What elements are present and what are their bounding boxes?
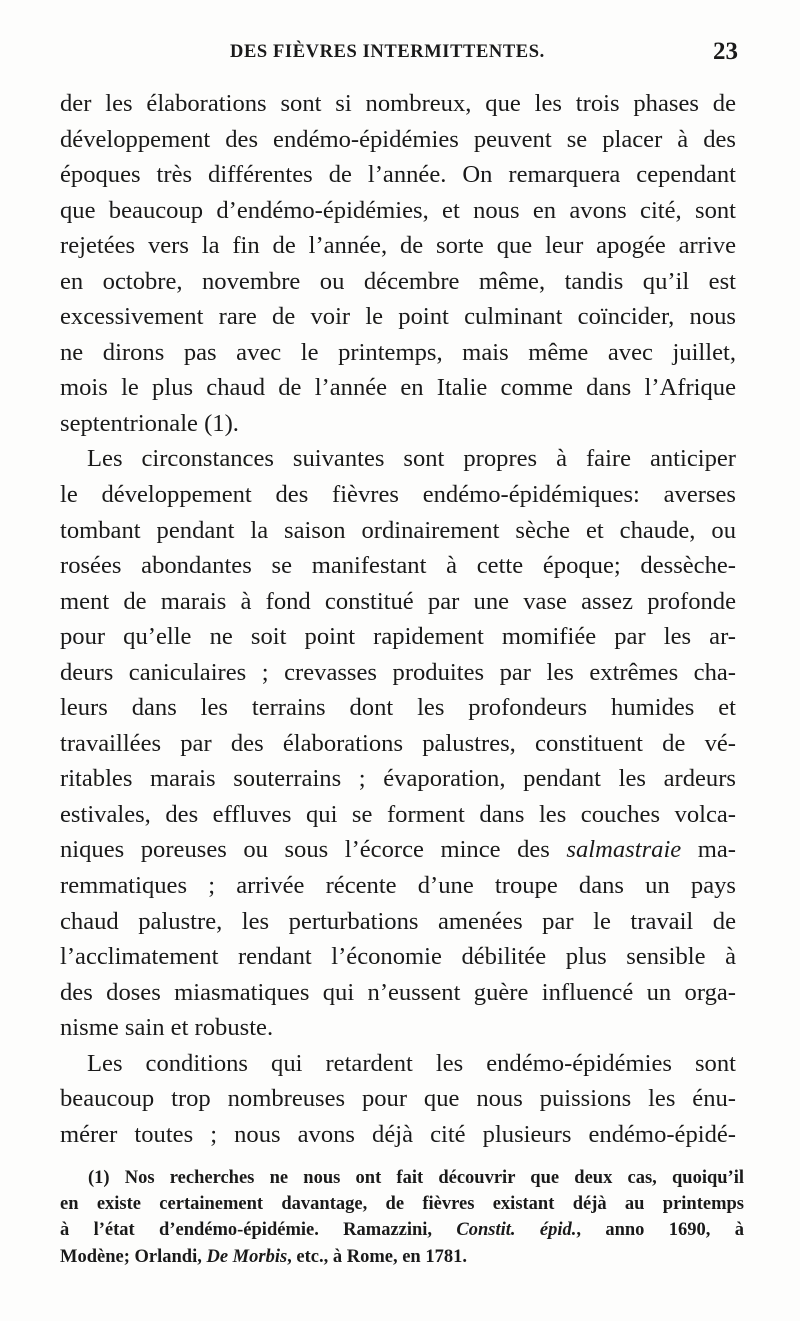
text-line: en octobre, novembre ou décembre même, tandis qu’il est xyxy=(60,267,736,295)
footnote-run: Modène; Orlandi, xyxy=(60,1246,202,1267)
footnote xyxy=(60,1165,744,1270)
text-line: estivales, des effluves qui se forment dans les couches volca- xyxy=(60,800,736,828)
text-line: tombant pendant la saison ordinairement sèche et chaude, ou xyxy=(60,516,736,544)
text-line: der les élaborations sont si nombreux, que les trois phases de xyxy=(60,90,736,117)
footnote-italic: De Morbis xyxy=(206,1246,288,1267)
text-line: ment de marais à fond constitué par une vase assez profonde xyxy=(60,587,736,615)
text-line: pour qu’elle ne soit point rapidement momifiée par les ar- xyxy=(60,623,736,651)
body-text xyxy=(60,86,736,1152)
text-line: rejetées vers la fin de l’année, de sorte que leur apogée arrive xyxy=(60,232,736,260)
text-line: deurs caniculaires ; crevasses produites par les extrêmes cha- xyxy=(60,658,736,686)
footnote-line xyxy=(60,1244,744,1270)
text-line: rosées abondantes se manifestant à cette époque; dessèche- xyxy=(60,552,736,580)
page-header xyxy=(60,38,738,68)
paragraph-start: Les conditions qui retardent les endémo-épidémies sont xyxy=(87,1049,736,1077)
text-line: époques très différentes de l’année. On remarquera cependant xyxy=(60,161,736,189)
text-line: le développement des fièvres endémo-épidémiques: averses xyxy=(60,481,736,509)
footnote-run: à l’état d’endémo-épidémie. Ramazzini, xyxy=(60,1220,433,1241)
text-line: leurs dans les terrains dont les profondeurs humides et xyxy=(60,694,736,722)
text-line: travaillées par des élaborations palustres, constituent de vé- xyxy=(60,729,736,757)
footnote-run: , anno 1690, à xyxy=(576,1220,744,1241)
text-line: développement des endémo-épidémies peuvent se placer à des xyxy=(60,125,736,153)
footnote-line: en existe certainement davantage, de fièvres existant déjà au printemps xyxy=(60,1194,744,1215)
text-line: chaud palustre, les perturbations amenées par le travail de xyxy=(60,907,736,935)
text-line: ritables marais souterrains ; évaporation, pendant les ardeurs xyxy=(60,765,736,793)
text-line: excessivement rare de voir le point culminant coïncider, nous xyxy=(60,303,736,331)
text-line-with-italic xyxy=(60,832,736,868)
text-line: l’acclimatement rendant l’économie débilitée plus sensible à xyxy=(60,943,736,971)
footnote-run: , etc., à Rome, en 1781. xyxy=(287,1246,467,1267)
footnote-italic: Constit. épid. xyxy=(456,1220,577,1241)
footnote-line xyxy=(60,1217,744,1243)
text-line: beaucoup trop nombreuses pour que nous puissions les énu- xyxy=(60,1085,736,1113)
text-line: des doses miasmatiques qui n’eussent guère influencé un orga- xyxy=(60,978,736,1006)
text-line: ne dirons pas avec le printemps, mais même avec juillet, xyxy=(60,338,736,366)
text-line: septentrionale (1). xyxy=(60,409,239,437)
text-run: ma- xyxy=(697,836,736,864)
footnote-line: (1) Nos recherches ne nous ont fait découvrir que deux cas, quoiqu’il xyxy=(88,1168,744,1188)
text-line: remmatiques ; arrivée récente d’une troupe dans un pays xyxy=(60,872,736,900)
paragraph-start: Les circonstances suivantes sont propres à faire anticiper xyxy=(87,445,736,473)
italic-term: salmastraie xyxy=(566,836,682,864)
text-line: mérer toutes ; nous avons déjà cité plusieurs endémo-épidé- xyxy=(60,1120,736,1148)
text-line: que beaucoup d’endémo-épidémies, et nous en avons cité, sont xyxy=(60,196,736,224)
text-run: niques poreuses ou sous l’écorce mince des xyxy=(60,836,550,864)
text-line: mois le plus chaud de l’année en Italie comme dans l’Afrique xyxy=(60,374,736,402)
text-line: nisme sain et robuste. xyxy=(60,1014,274,1042)
running-title: DES FIÈVRES INTERMITTENTES. xyxy=(230,42,545,62)
page-number: 23 xyxy=(713,38,738,65)
